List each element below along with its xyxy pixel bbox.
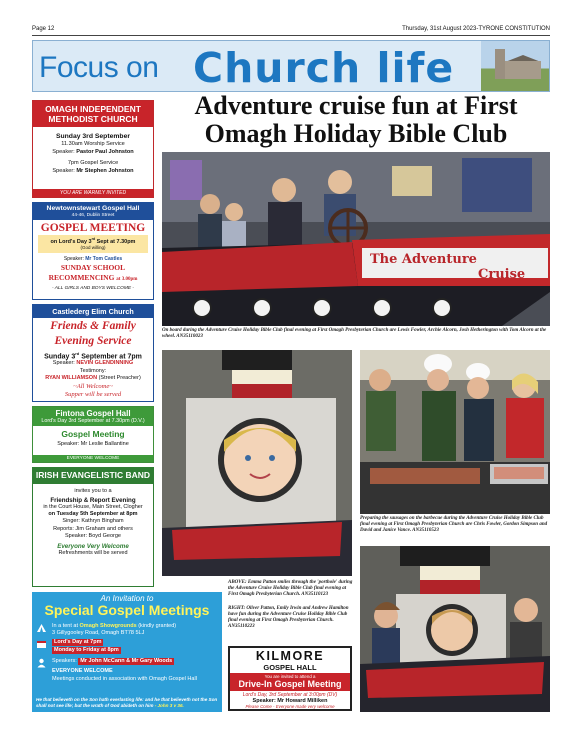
ad-event: Friendship & Report Evening xyxy=(50,496,136,504)
ad-note: Meetings conducted in association with Omagh Gospel Hall xyxy=(52,676,197,682)
ad-recommencing: RECOMMENCING at 3.00pm xyxy=(48,272,138,282)
ad-reports: Reports: Jim Graham and others xyxy=(53,525,133,532)
ad-date: Sunday 3rd September xyxy=(55,133,131,140)
church-photo-icon xyxy=(481,41,549,91)
ad-footer: Please Come - Everyone made very welcome xyxy=(245,704,335,709)
ad-line: 7pm Gospel Service xyxy=(67,160,119,166)
ad-invitation: An Invitation to xyxy=(100,594,154,603)
ad-subtitle: GOSPEL HALL xyxy=(263,663,317,672)
ad-fintona xyxy=(32,406,154,463)
page-header xyxy=(32,26,550,36)
ad-special-gospel-meetings xyxy=(32,592,222,712)
banner-church-life-text: Church life xyxy=(193,44,455,92)
ad-invites: invites you to a xyxy=(74,487,112,494)
ad-line: Speaker: Mr Stephen Johnston xyxy=(52,168,134,174)
caption-bbq-photo: Preparing the sausages on the barbecue during the Adventure Cruise Holiday Bible Club final evening at First Omagh Presbyterian Church are Chris Fowler, Gordon Simpson and David and Janice Vance. AN35110523 xyxy=(360,516,548,533)
ad-footer: EVERYONE WELCOME xyxy=(33,455,153,462)
ad-speaker: Speaker: Boyd George xyxy=(65,533,121,540)
ad-title: Castlederg Elim Church xyxy=(33,305,153,318)
photo-oliver-emily-andrew xyxy=(360,546,550,712)
ad-title: Fintona Gospel Hall xyxy=(33,407,153,418)
ad-times: Lord's Day at 7pm Monday to Friday at 8pm xyxy=(54,639,119,653)
publication-date: Thursday, 31st August 2023-TYRONE CONSTITUTION xyxy=(402,26,550,32)
ad-omagh-methodist xyxy=(32,100,154,198)
ad-date: Lord's Day 3rd September at 7.30pm (D.V.) xyxy=(33,418,153,426)
ad-venue: in the Court House, Main Street, Clogher xyxy=(43,503,143,510)
header-rule xyxy=(32,35,550,36)
ad-speaker: Speaker: Mr Howard Milliken xyxy=(252,698,328,704)
ad-sunday-school: SUNDAY SCHOOL xyxy=(60,262,126,272)
ad-footer: YOU ARE WARMLY INVITED xyxy=(33,189,153,197)
ad-refreshments: Refreshments will be served xyxy=(58,549,128,556)
ad-line: 11.30am Worship Service xyxy=(61,141,125,147)
ad-verse: He that believeth on the Son hath everlasting life: and he that believeth not the Son shall not see life; but the wrath of God abideth on him - John 3 v 36. xyxy=(36,697,218,708)
ad-date: Lord's Day, 3rd September at 3:00pm (DV) xyxy=(242,692,338,698)
ad-heading: Special Gospel Meetings xyxy=(44,602,210,618)
photo-adventure-cruise-boat xyxy=(162,152,550,326)
calendar-icon xyxy=(36,639,47,649)
photo-emma-porthole xyxy=(162,350,352,576)
ad-welcome: ~All Welcome~ xyxy=(73,382,113,390)
article-headline: Adventure cruise fun at First Omagh Holiday Bible Club xyxy=(194,91,518,148)
ad-venue: In a tent at Omagh Showgrounds (kindly granted) 3 Gillygooley Road, Omagh BT78 5LJ xyxy=(52,623,177,636)
ad-irish-evangelistic-band xyxy=(32,467,154,587)
ad-title: IRISH EVANGELISTIC BAND xyxy=(33,468,153,484)
ad-heading: Evening Service xyxy=(54,335,132,347)
ad-heading-bar: You are invited to attend a Drive-In Gospel Meeting xyxy=(230,673,350,691)
page-number: Page 12 xyxy=(32,26,55,32)
ad-speaker: Speaker: Mr Tom Castles xyxy=(63,255,123,262)
ad-footer: - ALL GIRLS AND BOYS WELCOME - xyxy=(52,285,134,291)
ad-speaker: Speaker: NEVIN GLENDINNING xyxy=(52,360,134,367)
ad-supper: Supper will be served xyxy=(64,390,122,398)
ad-testimony: RYAN WILLIAMSON (Street Preacher) xyxy=(45,375,141,382)
ad-address: 44-46, Dublin Street xyxy=(33,213,153,220)
ad-title: KILMORE xyxy=(255,649,325,663)
boat-banner-text-2: Cruise xyxy=(478,267,526,282)
ad-heading: Friends & Family xyxy=(50,320,136,332)
boat-banner-text-1: The Adventure xyxy=(370,252,477,267)
caption-oliver-photo: RIGHT: Oliver Patton, Emily Irwin and Andrew Hamilton have fun during the Adventure Cruise Holiday Bible Club final evening at First Omagh Presbyterian Church. AN35110223 xyxy=(228,606,349,629)
ad-heading: Gospel Meeting xyxy=(61,429,125,439)
ad-testimony-label: Testimony: xyxy=(79,367,107,374)
section-banner xyxy=(32,40,550,92)
person-icon xyxy=(36,658,47,668)
ad-speakers: Speakers: Mr John McCann & Mr Gary Woods xyxy=(52,658,173,664)
ad-date: Sunday 3rd September at 7pm xyxy=(44,351,142,361)
photo-bbq-sausages xyxy=(360,350,550,514)
ad-castlederg-elim xyxy=(32,304,154,402)
ad-singer: Singer: Kathryn Bingham xyxy=(62,518,124,525)
ad-speaker: Speaker: Mr Leslie Ballantine xyxy=(57,441,129,447)
caption-main-photo: On board during the Adventure Cruise Holiday Bible Club final evening at First Omagh Presbyterian Church are Lewis Fowler, Archie Alcorn, Josh Hetherington with Tom Alcorn at the wheel. AN35110023 xyxy=(162,328,547,339)
ad-line: Speaker: Pastor Paul Johnston xyxy=(52,149,134,155)
ad-welcome: Everyone Very Welcome xyxy=(57,542,129,550)
ad-date: on Lord's Day 3rd Sept at 7.30pm (God willing) xyxy=(38,235,148,253)
caption-emma-photo: ABOVE: Emma Patton smiles through the 'porthole' during the Adventure Cruise Holiday Bible Club final evening at First Omagh Presbyterian Church. AN35110123 xyxy=(228,580,353,597)
ad-title: Newtownstewart Gospel Hall xyxy=(33,203,153,213)
ad-heading: GOSPEL MEETING xyxy=(40,222,146,234)
banner-focus-text: Focus on xyxy=(39,51,159,84)
ad-welcome: EVERYONE WELCOME xyxy=(52,668,113,674)
tent-icon xyxy=(36,623,47,633)
ad-date: on Tuesday 5th September at 8pm xyxy=(48,510,138,517)
ad-newtownstewart xyxy=(32,202,154,300)
ad-kilmore-gospel-hall xyxy=(228,646,352,711)
ad-title: OMAGH INDEPENDENT METHODIST CHURCH xyxy=(33,101,153,127)
